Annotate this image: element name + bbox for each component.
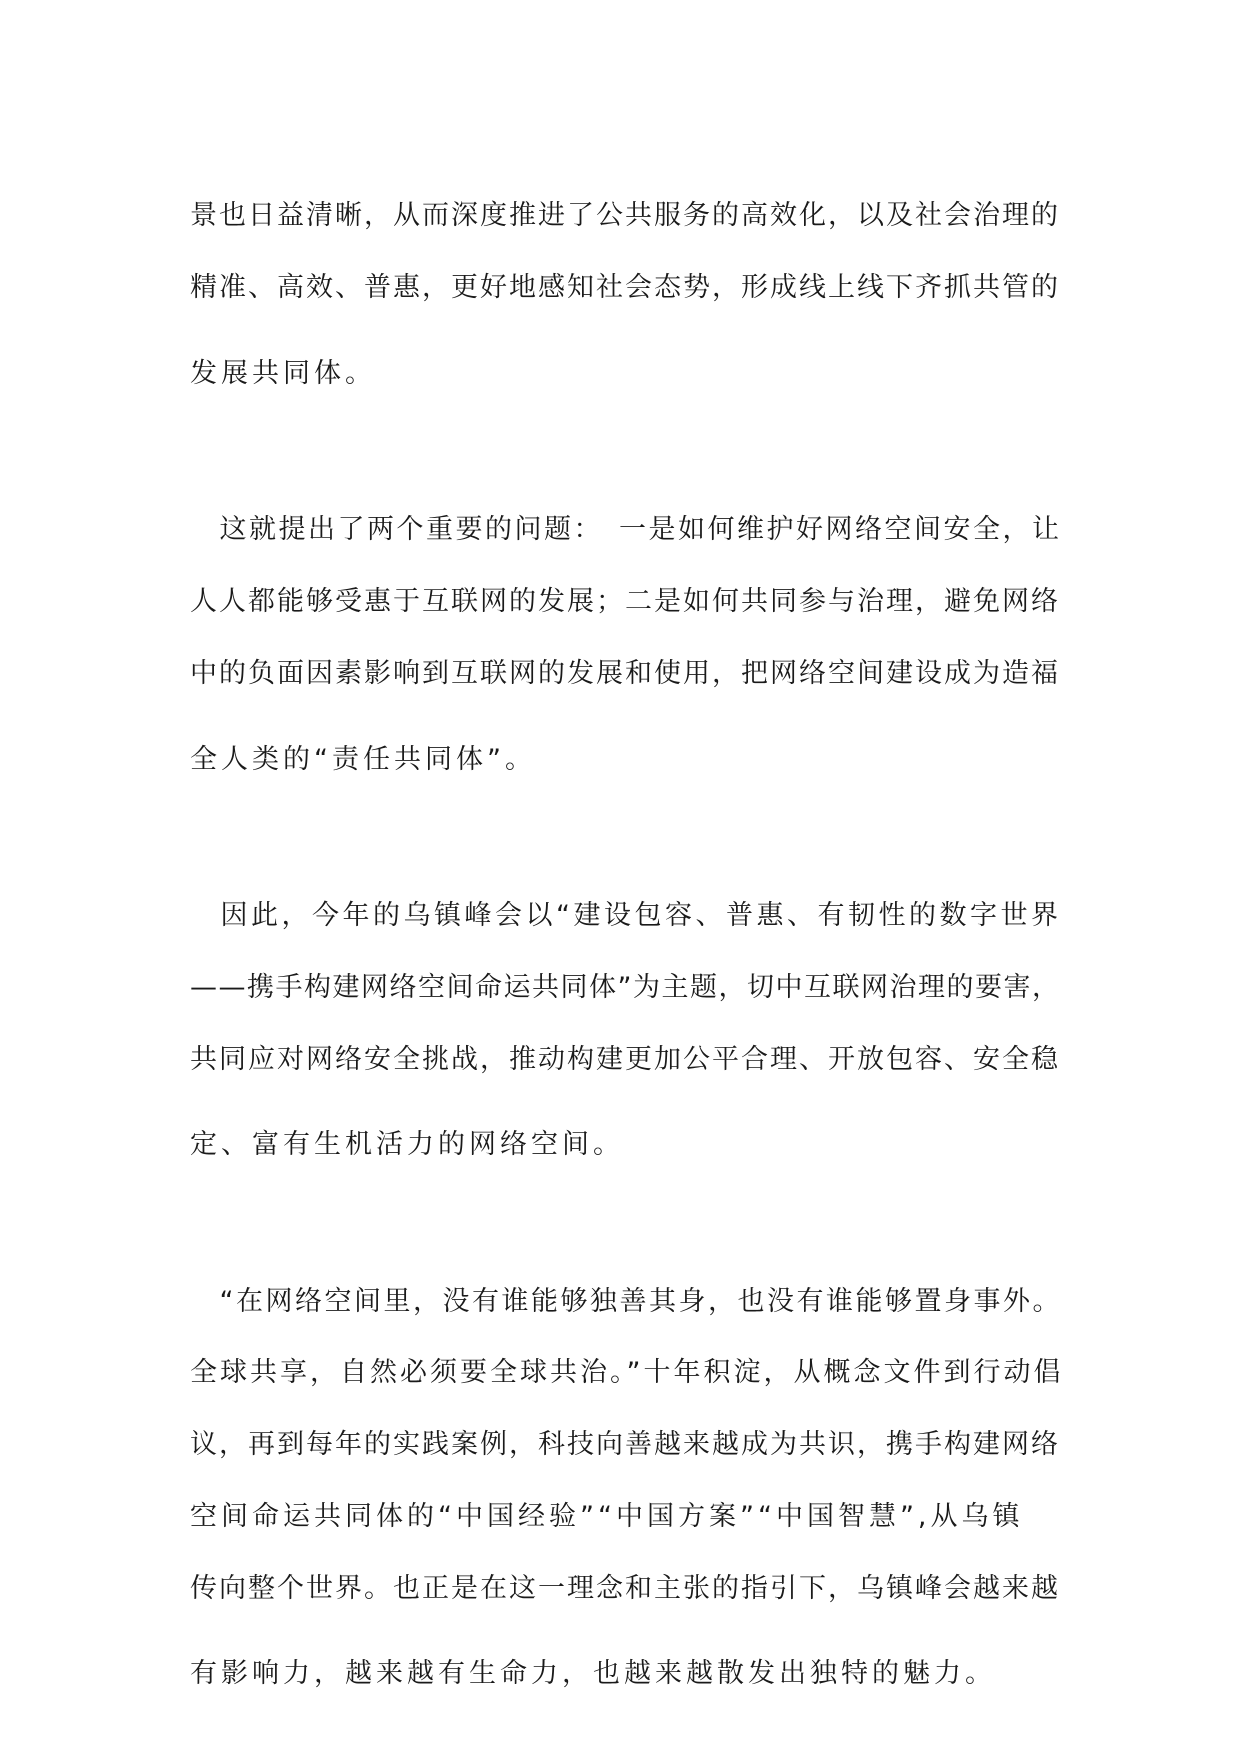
text-line: 中的负面因素影响到互联网的发展和使用，把网络空间建设成为造福 bbox=[190, 658, 1060, 689]
text-line: 议，再到每年的实践案例，科技向善越来越成为共识，携手构建网络 bbox=[190, 1429, 1060, 1460]
text-line: “在网络空间里，没有谁能够独善其身，也没有谁能够置身事外。 bbox=[190, 1286, 1062, 1317]
text-line: 人人都能够受惠于互联网的发展；二是如何共同参与治理，避免网络 bbox=[190, 586, 1060, 617]
text-line: 传向整个世界。也正是在这一理念和主张的指引下，乌镇峰会越来越 bbox=[190, 1573, 1060, 1604]
text-line: 空间命运共同体的“中国经验”“中国方案”“中国智慧”,从乌镇 bbox=[190, 1501, 1024, 1532]
text-line: 因此，今年的乌镇峰会以“建设包容、普惠、有韧性的数字世界 bbox=[190, 900, 1062, 931]
text-line: 景也日益清晰，从而深度推进了公共服务的高效化，以及社会治理的 bbox=[190, 200, 1060, 231]
text-line: 全球共享，自然必须要全球共治。”十年积淀，从概念文件到行动倡 bbox=[190, 1357, 1064, 1388]
text-line: 有影响力，越来越有生命力，也越来越散发出独特的魅力。 bbox=[190, 1658, 996, 1689]
text-line: 这就提出了两个重要的问题： 一是如何维护好网络空间安全，让 bbox=[190, 514, 1062, 545]
text-line: 共同应对网络安全挑战，推动构建更加公平合理、开放包容、安全稳 bbox=[190, 1044, 1060, 1075]
text-line: 全人类的“责任共同体”。 bbox=[190, 744, 536, 775]
text-line: 发展共同体。 bbox=[190, 358, 376, 389]
text-line: 定、富有生机活力的网络空间。 bbox=[190, 1129, 624, 1160]
text-line: ——携手构建网络空间命运共同体”为主题，切中互联网治理的要害， bbox=[190, 972, 1061, 1003]
text-line: 精准、高效、普惠，更好地感知社会态势，形成线上线下齐抓共管的 bbox=[190, 272, 1060, 303]
